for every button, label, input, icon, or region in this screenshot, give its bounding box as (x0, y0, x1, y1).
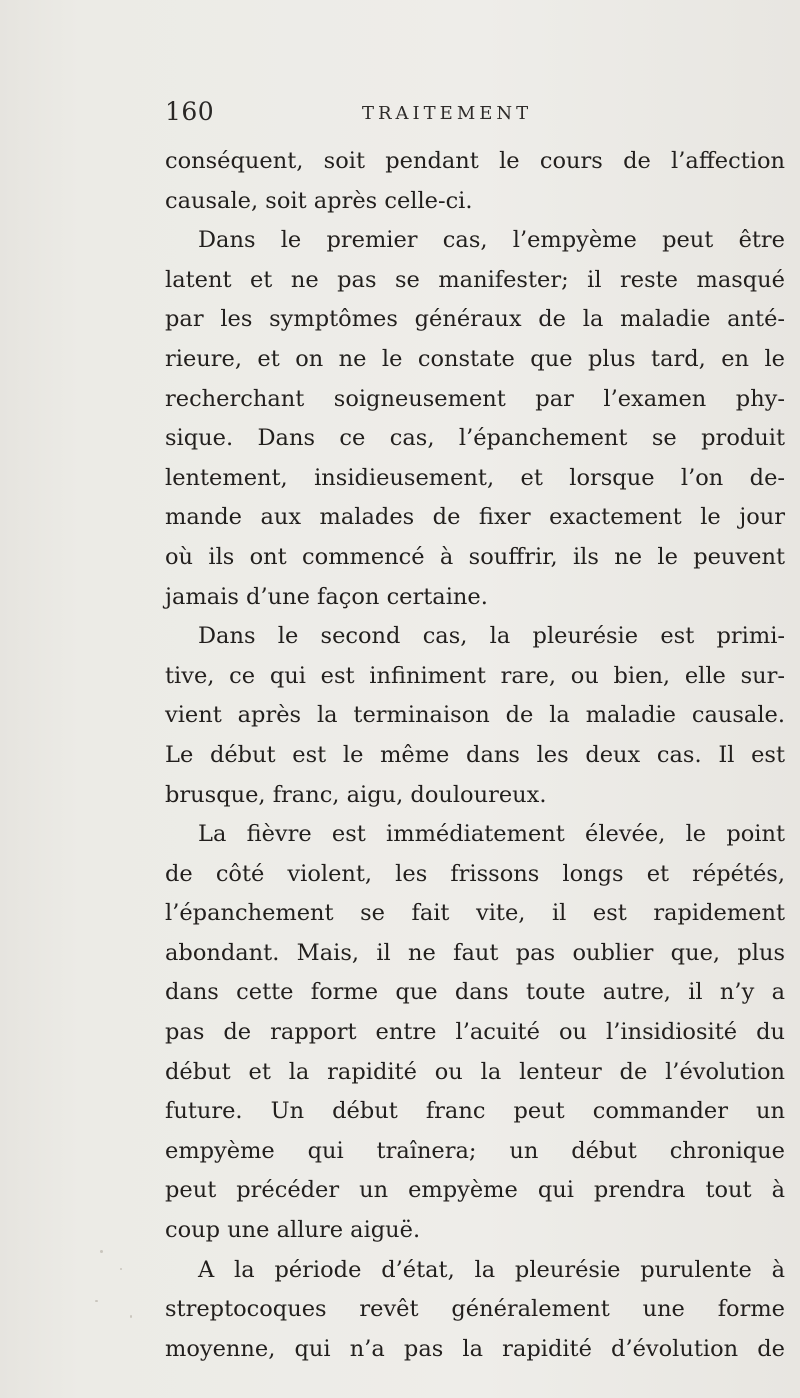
text-line: par les symptômes généraux de la maladie anté- (165, 306, 785, 333)
text-line: peut précéder un empyème qui prendra tout à (165, 1177, 785, 1204)
text-line: Dans le premier cas, l’empyème peut être (198, 227, 785, 254)
paper-specks (90, 1240, 150, 1330)
text-line: de côté violent, les frissons longs et répétés, (165, 860, 785, 887)
running-title: TRAITEMENT (362, 103, 533, 124)
text-line: brusque, franc, aigu, douloureux. (165, 781, 547, 808)
text-line: conséquent, soit pendant le cours de l’affection (165, 148, 785, 174)
text-line: jamais d’une façon certaine. (165, 583, 488, 610)
text-line: streptocoques revêt généralement une forme (165, 1296, 785, 1323)
text-line: lentement, insidieusement, et lorsque l’on de- (165, 464, 785, 491)
text-line: début et la rapidité ou la lenteur de l’évolution (165, 1058, 785, 1085)
text-line: rieure, et on ne le constate que plus tard, en le (165, 345, 785, 372)
text-line: La fièvre est immédiatement élevée, le point (198, 821, 785, 848)
text-line: future. Un début franc peut commander un (165, 1098, 785, 1125)
text-line: vient après la terminaison de la maladie causale. (165, 702, 785, 729)
text-line: tive, ce qui est infiniment rare, ou bien, elle sur- (165, 662, 785, 689)
page-number: 160 (165, 97, 215, 126)
text-line: abondant. Mais, il ne faut pas oublier que, plus (165, 939, 785, 966)
text-line: mande aux malades de fixer exactement le jour (165, 504, 785, 531)
text-line: empyème qui traînera; un début chronique (165, 1137, 785, 1164)
body-text (165, 142, 785, 1369)
text-line: sique. Dans ce cas, l’épanchement se produit (165, 425, 785, 452)
text-line: coup une allure aiguë. (165, 1217, 421, 1244)
text-line: Le début est le même dans les deux cas. Il est (165, 741, 785, 768)
text-line: causale, soit après celle-ci. (165, 187, 473, 214)
text-line: l’épanchement se fait vite, il est rapidement (165, 900, 785, 927)
text-line: dans cette forme que dans toute autre, il n’y a (165, 979, 785, 1006)
page-header (165, 97, 785, 137)
text-line: recherchant soigneusement par l’examen phy- (165, 385, 785, 412)
text-line: où ils ont commencé à souffrir, ils ne le peuvent (165, 543, 785, 570)
text-line: A la période d’état, la pleurésie purulente à (198, 1256, 785, 1283)
text-line: Dans le second cas, la pleurésie est primi- (198, 623, 785, 650)
text-line: moyenne, qui n’a pas la rapidité d’évolution de (165, 1335, 785, 1362)
text-line: pas de rapport entre l’acuité ou l’insidiosité du (165, 1019, 785, 1046)
text-line: latent et ne pas se manifester; il reste masqué (165, 266, 785, 293)
